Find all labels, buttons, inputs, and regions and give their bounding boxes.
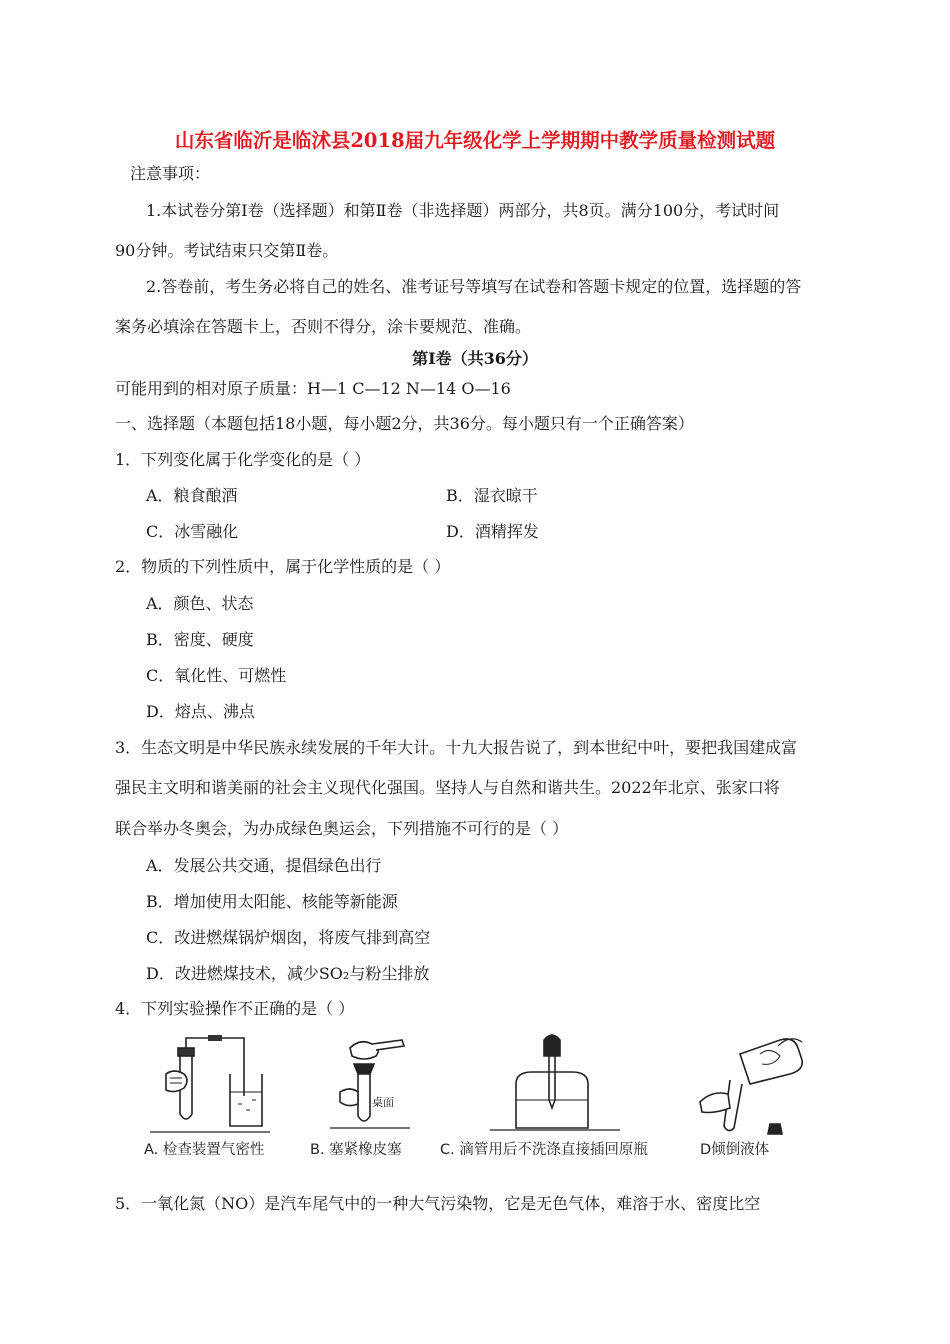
question-3-option-a: A．发展公共交通，提倡绿色出行 xyxy=(146,856,382,875)
question-4-figure xyxy=(140,1034,820,1164)
figure-d-caption: D倾倒液体 xyxy=(700,1142,770,1158)
question-1-option-d: D．酒精挥发 xyxy=(446,522,539,541)
question-2-option-d: D．熔点、沸点 xyxy=(146,702,255,721)
figure-c xyxy=(440,1034,680,1164)
question-3-option-b: B．增加使用太阳能、核能等新能源 xyxy=(146,892,398,911)
figure-b-caption: B. 塞紧橡皮塞 xyxy=(310,1142,402,1158)
figure-d xyxy=(690,1034,820,1164)
question-2-stem: 2．物质的下列性质中，属于化学性质的是（ ） xyxy=(115,557,451,576)
question-1-option-a: A．粮食酿酒 xyxy=(146,486,238,505)
question-5-stem: 5．一氧化氮（NO）是汽车尾气中的一种大气污染物，它是无色气体，难溶于水、密度比空 xyxy=(115,1194,761,1213)
question-1-stem: 1．下列变化属于化学变化的是（ ） xyxy=(115,450,371,469)
figure-b xyxy=(310,1034,440,1164)
figure-a-caption: A. 检查装置气密性 xyxy=(144,1142,265,1158)
notice-item-2-line-1: 2.答卷前，考生务必将自己的姓名、准考证号等填写在试卷和答题卡规定的位置，选择题的答 xyxy=(146,277,802,296)
atomic-masses: 可能用到的相对原子质量：H—1 C—12 N—14 O—16 xyxy=(115,379,511,398)
page-title: 山东省临沂是临沭县2018届九年级化学上学期期中教学质量检测试题 xyxy=(174,129,776,152)
figure-b-table-label: 桌面 xyxy=(372,1096,394,1109)
question-3-option-d: D．改进燃煤技术，减少SO₂与粉尘排放 xyxy=(146,964,430,983)
airtightness-apparatus-icon xyxy=(140,1034,280,1134)
notice-heading: 注意事项： xyxy=(130,164,211,183)
pouring-liquid-icon xyxy=(690,1034,820,1144)
question-1-option-c: C．冰雪融化 xyxy=(146,522,239,541)
figure-a xyxy=(140,1034,310,1164)
question-2-option-a: A．颜色、状态 xyxy=(146,594,254,613)
dropper-bottle-icon xyxy=(440,1034,680,1134)
question-3-stem-line-3: 联合举办冬奥会，为办成绿色奥运会，下列措施不可行的是（ ） xyxy=(115,819,569,838)
question-3-stem-line-1: 3．生态文明是中华民族永续发展的千年大计。十九大报告说了，到本世纪中叶，要把我国建成富 xyxy=(115,738,798,757)
question-1-option-b: B．湿衣晾干 xyxy=(446,486,538,505)
figure-c-caption: C. 滴管用后不洗涤直接插回原瓶 xyxy=(440,1142,648,1158)
question-3-option-c: C．改进燃煤锅炉烟囱，将废气排到高空 xyxy=(146,928,431,947)
question-4-stem: 4．下列实验操作不正确的是（ ） xyxy=(115,999,355,1018)
stopper-insertion-icon xyxy=(310,1034,420,1134)
notice-item-1-line-2: 90分钟。考试结束只交第Ⅱ卷。 xyxy=(115,241,339,260)
notice-item-1-line-1: 1.本试卷分第Ⅰ卷（选择题）和第Ⅱ卷（非选择题）两部分，共8页。满分100分，考试时间 xyxy=(146,201,780,220)
question-2-option-b: B．密度、硬度 xyxy=(146,630,254,649)
notice-item-2-line-2: 案务必填涂在答题卡上，否则不得分，涂卡要规范、准确。 xyxy=(115,317,532,336)
question-3-stem-line-2: 强民主文明和谐美丽的社会主义现代化强国。坚持人与自然和谐共生。2022年北京、张家口将 xyxy=(115,778,780,797)
question-2-option-c: C．氧化性、可燃性 xyxy=(146,666,287,685)
section-heading: 第Ⅰ卷（共36分） xyxy=(412,349,538,368)
part-heading: 一、选择题（本题包括18小题，每小题2分，共36分。每小题只有一个正确答案） xyxy=(115,414,694,433)
